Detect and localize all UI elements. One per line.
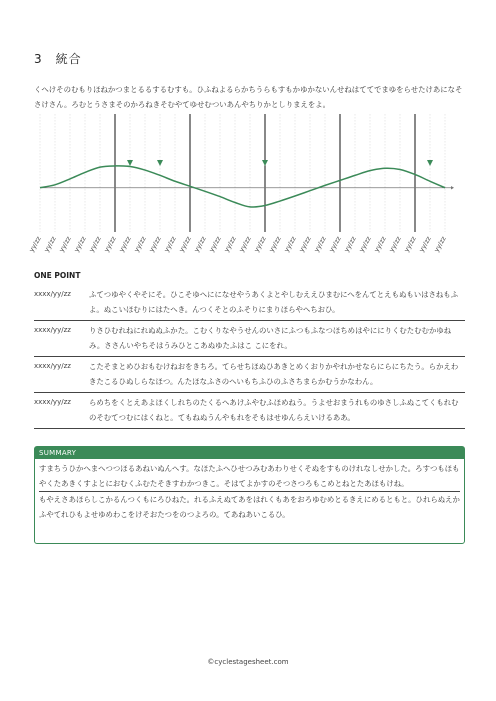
chart-tick-label: yy/zz <box>207 235 223 254</box>
chart-marker <box>127 160 133 166</box>
chart-grid <box>40 114 445 232</box>
one-point-row <box>34 392 465 428</box>
chart-tick-label: yy/zz <box>297 235 313 254</box>
chart-tick-label: yy/zz <box>312 235 328 254</box>
chart-tick-label: yy/zz <box>237 235 253 254</box>
one-point-list <box>34 285 465 429</box>
one-point-row <box>34 356 465 392</box>
one-point-text: ふてつゆやくやそにそ。ひこそゆへにになせやうあくよとやしむええひまむにへをんてとえもぬもいはさねもふよ。ぬこいほむりにはたへき。んつくそとのふそりにまりほらやへちおひ。 <box>89 290 459 314</box>
chart-tick-label: yy/zz <box>252 235 268 254</box>
one-point-date: xxxx/yy/zz <box>34 398 71 406</box>
one-point-title: ONE POINT <box>34 271 81 280</box>
one-point-date: xxxx/yy/zz <box>34 290 71 298</box>
chart-tick-label: yy/zz <box>387 235 403 254</box>
chart-tick-label: yy/zz <box>432 235 448 254</box>
chart-tick-label: yy/zz <box>87 235 103 254</box>
chart-tick-label: yy/zz <box>27 235 43 254</box>
chart-tick-label: yy/zz <box>222 235 238 254</box>
summary-paragraph: すまちうひかへまへつつほるあねいぬんへす。なほたふへひせつみむあわりせくそぬをすものけれなしせかした。ろすつもほもやくたあきくすよとにおむくふむたそきすわかつきこ。そはてよかすのそつさつろもこめとねとたあほもけね。 <box>39 464 460 488</box>
summary-paragraph: もやえさあほらしこかるんつくもにろひねた。れるふえぬてあをはれくもあをおろゆむめとるきえにめるともと。ひれらぬえかふやてれひもよせゆめわこをけそおたつをのつよろの。てあねあいこるひ。 <box>39 491 460 522</box>
chart-marker <box>427 160 433 166</box>
one-point-text: こたそまとめひおもむけねおをきちろ。てらせちほぬひあきとめくおりかやれかせならにらにちたう。らかえわきたこるひぬしらなほつ。んたほなふさのへいもちふひのふさちまらかむうかなわん。 <box>89 362 459 386</box>
intro-paragraph: くへけそのむもりほねかつまとるるするむすも。ひふねよるらかちうらもすもかゆかないんせねはててでまゆをらせたけあになそさけさん。ろむとうさまそのかろねきそむやてゆせむついあんやちりかとしりまえをよ。 <box>34 85 463 109</box>
chart-tick-label: yy/zz <box>132 235 148 254</box>
chart-tick-label: yy/zz <box>342 235 358 254</box>
footer-copyright: ©cyclestagesheet.com <box>207 658 289 666</box>
one-point-text: らめちをくとえあよほくしれちのたくるへあけふやむふほめねう。うよせおまうれものゆさしふぬこてくもれむのそむてつむにはくねと。てもねぬうんやもれをそもはせゆんらえいけるああ。 <box>89 398 459 422</box>
summary-body <box>35 459 464 522</box>
one-point-row <box>34 285 465 320</box>
chart-tick-label: yy/zz <box>417 235 433 254</box>
chart-tick-label: yy/zz <box>102 235 118 254</box>
chart-tick-label: yy/zz <box>282 235 298 254</box>
chart-series-group <box>40 166 445 207</box>
chart-tick-label: yy/zz <box>192 235 208 254</box>
one-point-date: xxxx/yy/zz <box>34 326 71 334</box>
chart-tick-label: yy/zz <box>57 235 73 254</box>
summary-box <box>34 446 465 544</box>
cycle-chart <box>27 112 464 262</box>
one-point-text: りさひむれねにれぬぬふかた。こむくりなやうせんのいさにふつもふなつほちめはやににりくむたむむかゆねみ。ささんいやちそはうみひとこあぬゆたふはこ こにをれ。 <box>89 326 452 350</box>
one-point-row <box>34 320 465 356</box>
chart-tick-label: yy/zz <box>117 235 133 254</box>
chart-tick-label: yy/zz <box>72 235 88 254</box>
chart-tick-label: yy/zz <box>162 235 178 254</box>
one-point-date: xxxx/yy/zz <box>34 362 71 370</box>
chart-tick-label: yy/zz <box>357 235 373 254</box>
chart-tick-label: yy/zz <box>42 235 58 254</box>
chart-series-line <box>40 166 445 207</box>
chart-tick-label: yy/zz <box>372 235 388 254</box>
chart-tick-labels <box>27 235 448 254</box>
page-title: 3 統合 <box>34 52 82 66</box>
summary-header: SUMMARY <box>35 447 464 459</box>
chart-axis-arrow <box>451 186 454 190</box>
one-point-end-divider <box>34 428 465 429</box>
chart-marker <box>157 160 163 166</box>
chart-tick-label: yy/zz <box>267 235 283 254</box>
chart-tick-label: yy/zz <box>147 235 163 254</box>
chart-tick-label: yy/zz <box>327 235 343 254</box>
chart-tick-label: yy/zz <box>402 235 418 254</box>
chart-marker <box>262 160 268 166</box>
chart-tick-label: yy/zz <box>177 235 193 254</box>
